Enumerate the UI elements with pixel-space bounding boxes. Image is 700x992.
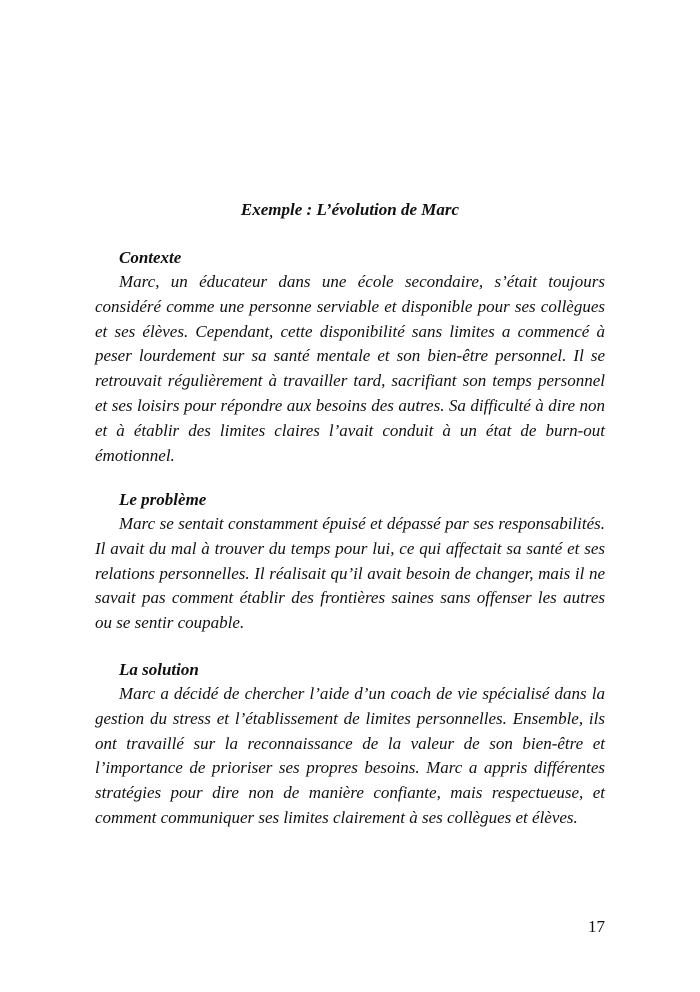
section-paragraph: Marc, un éducateur dans une école secondaire, s’était toujours considéré comme une personne serviable et disponible pour ses collègues et ses élèves. Cependant, cette disponibilité sans limites a commencé à peser lourdement sur sa santé mentale et son bien-être personnel. Il se retrouvait régulièrement à travailler tard, sacrifiant son temps personnel et ses loisirs pour répondre aux besoins des autres. Sa difficulté à dire non et à établir des limites claires l’avait conduit à un état de burn-out émotionnel. [95,272,605,465]
section-paragraph: Marc a décidé de chercher l’aide d’un coach de vie spécialisé dans la gestion du stress et l’établissement de limites personnelles. Ensemble, ils ont travaillé sur la reconnaissance de la valeur de son bien-être et l’importance de prioriser ses propres besoins. Marc a appris différentes stratégies pour dire non de manière confiante, mais respectueuse, et comment communiquer ses limites clairement à ses collègues et élèves. [95,684,605,827]
section-contexte [95,246,605,468]
section-paragraph: Marc se sentait constamment épuisé et dépassé par ses responsabilités. Il avait du mal à trouver du temps pour lui, ce qui affectait sa santé et ses relations personnelles. Il réalisait qu’il avait besoin de changer, mais il ne savait pas comment établir des frontières saines sans offenser les autres ou se sentir coupable. [95,514,605,633]
section-heading: Le problème [119,490,207,509]
section-solution [95,658,605,831]
page-title: Exemple : L’évolution de Marc [240,200,460,219]
page-number: 17 [588,917,605,936]
section-heading: La solution [119,660,199,679]
section-heading: Contexte [119,248,182,267]
section-probleme [95,488,605,636]
